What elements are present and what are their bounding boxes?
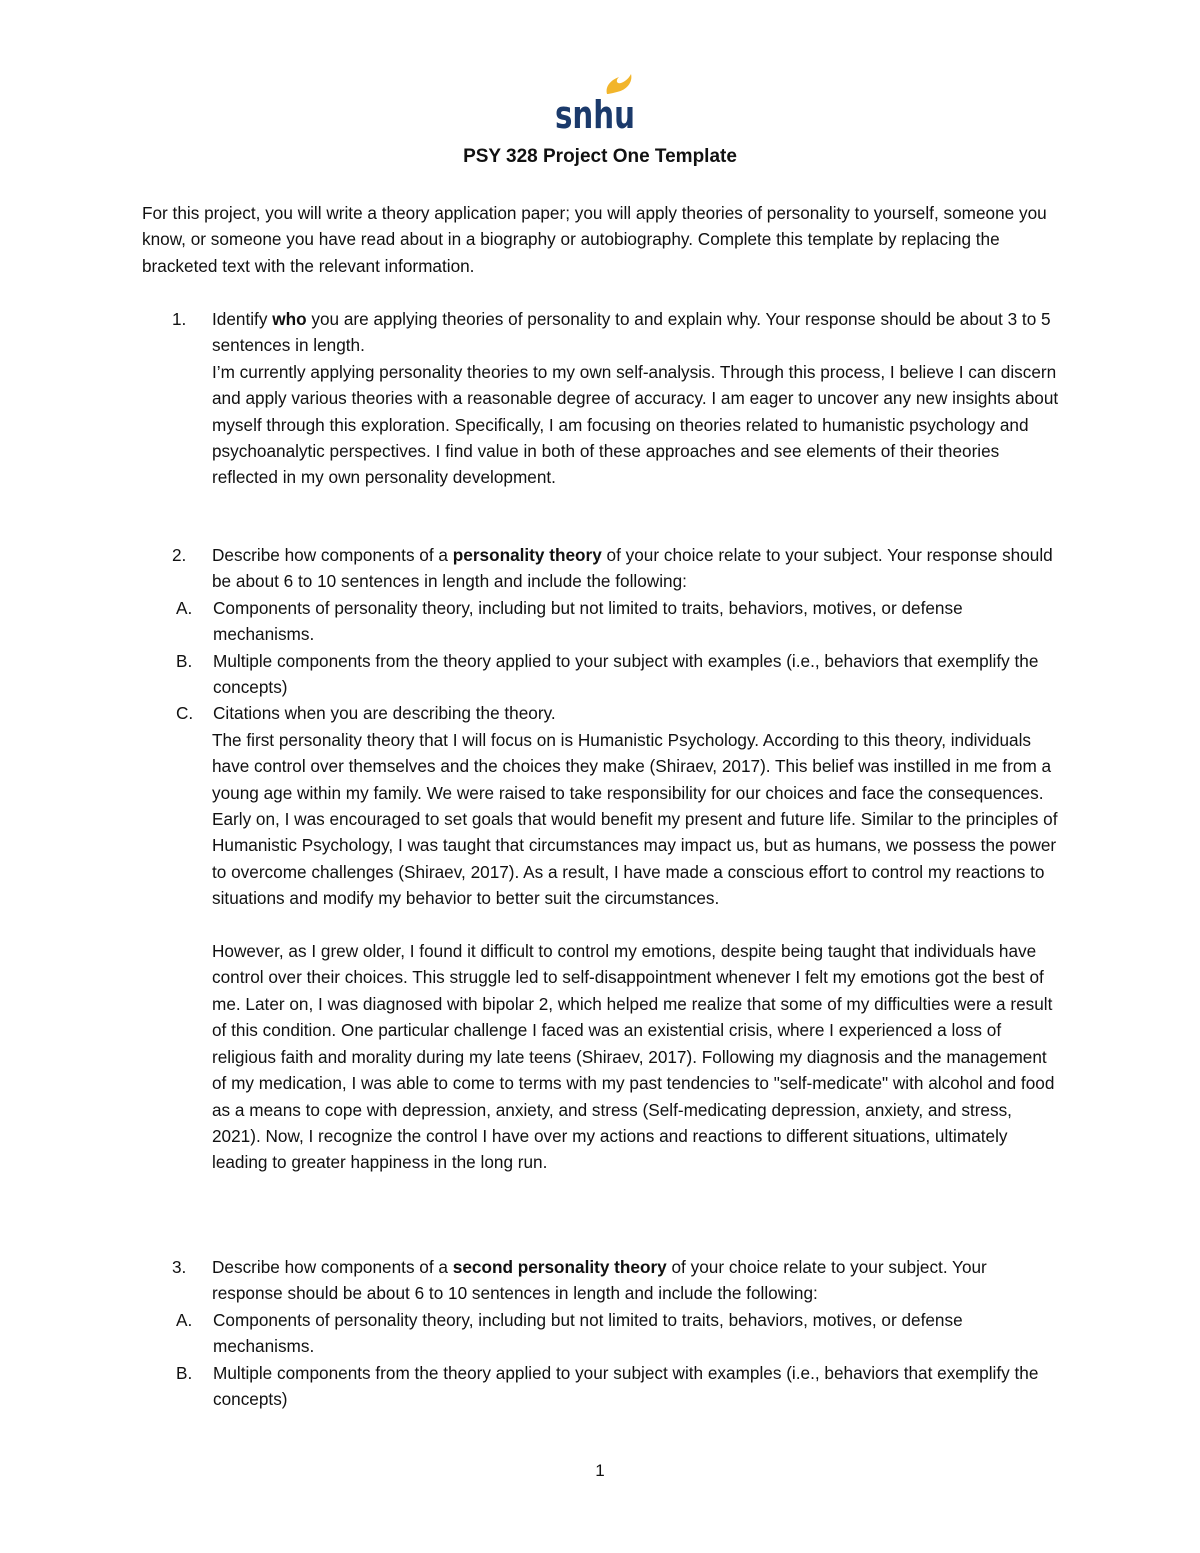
question-number: 2. <box>172 545 187 565</box>
snhu-logo <box>555 74 639 137</box>
page-number: 1 <box>595 1461 605 1480</box>
question-3-item <box>142 1254 1062 1307</box>
question-1-prompt: Identify who you are applying theories of personality to and explain why. Your response should be about 3 to 5 sentences in length. <box>212 309 1051 356</box>
page-title: PSY 328 Project One Template <box>463 146 737 167</box>
sub-item-a: A. Components of personality theory, including but not limited to traits, behaviors, motives, or defense mechanisms. <box>176 597 963 645</box>
flame-icon <box>607 74 632 94</box>
sub-item-c: C. Citations when you are describing the theory. <box>176 703 556 724</box>
sub-item-a: A. Components of personality theory, including but not limited to traits, behaviors, motives, or defense mechanisms. <box>176 1309 963 1357</box>
question-3 <box>142 1254 1062 1412</box>
sub-item-b: B. Multiple components from the theory applied to your subject with examples (i.e., behaviors that exemplify the concepts) <box>176 1362 1039 1410</box>
question-number: 1. <box>172 309 187 329</box>
question-1-item <box>142 306 1062 491</box>
question-1 <box>142 306 1062 491</box>
question-2-item <box>142 542 1062 595</box>
question-number: 3. <box>172 1257 187 1277</box>
intro-paragraph <box>142 200 1062 279</box>
question-2-response: The first personality theory that I will focus on is Humanistic Psychology. According to this theory, individuals have control over themselves and the choices they make (Shiraev, 2017). This belief was instilled in me from a young age within my family. We were raised to take responsibility for our choices and face the consequences. Early on, I was encouraged to set goals that would benefit my present and future life. Similar to the principles of Humanistic Psychology, I was taught that circumstances may impact us, but as humans, we possess the power to overcome challenges (Shiraev, 2017). As a result, I have made a conscious effort to control my reactions to situations and modify my behavior to better suit the circumstances. However, as I grew older, I found it difficult to control my emotions, despite being taught that individuals have control over their choices. This struggle led to self-disappointment whenever I felt my emotions got the best of me. Later on, I was diagnosed with bipolar 2, which helped me realize that some of my difficulties were a result of this condition. One particular challenge I faced was an existential crisis, where I experienced a loss of religious faith and morality during my late teens (Shiraev, 2017). Following my diagnosis and the management of my medication, I was able to come to terms with my past tendencies to "self-medicate" with alcohol and food as a means to cope with depression, anxiety, and stress (Self-medicating depression, anxiety, and stress, 2021). Now, I recognize the control I have over my actions and reactions to different situations, ultimately leading to greater happiness in the long run. <box>212 729 1058 1173</box>
sub-item-b: B. Multiple components from the theory applied to your subject with examples (i.e., behaviors that exemplify the concepts) <box>176 650 1039 698</box>
logo-text: snhu <box>555 93 635 137</box>
question-1-response: I’m currently applying personality theories to my own self-analysis. Through this process, I believe I can discern and apply various theories with a reasonable degree of accuracy. I am eager to uncover any new insights about myself through this exploration. Specifically, I am focusing on theories related to humanistic psychology and psychoanalytic perspectives. I find value in both of these approaches and see elements of their theories reflected in my own personality development. <box>212 361 1059 488</box>
intro-text: For this project, you will write a theory application paper; you will apply theories of personality to yourself, someone you know, or someone you have read about in a biography or autobiography. Complete this template by replacing the bracketed text with the relevant information. <box>142 203 1047 276</box>
question-2 <box>142 542 1062 1176</box>
question-2-prompt: Describe how components of a personality theory of your choice relate to your subject. Your response should be about 6 to 10 sentences in length and include the following: <box>212 545 1053 592</box>
question-3-prompt: Describe how components of a second personality theory of your choice relate to your subject. Your response should be about 6 to 10 sentences in length and include the following: <box>212 1257 987 1304</box>
